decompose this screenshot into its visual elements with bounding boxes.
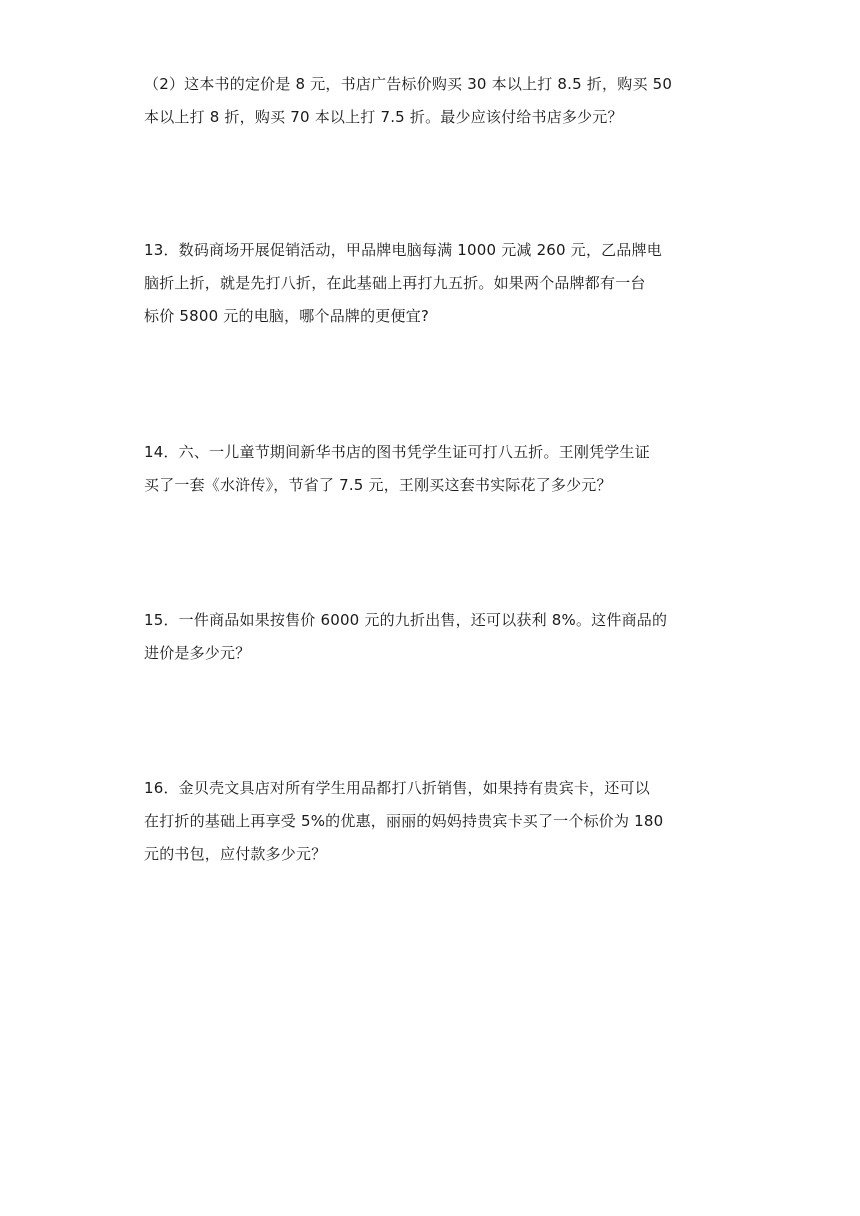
problem-text-line: 13．数码商场开展促销活动，甲品牌电脑每满 1000 元减 260 元，乙品牌电	[144, 241, 662, 259]
problem-16	[144, 772, 724, 871]
problem-text-line: 元的书包，应付款多少元？	[144, 845, 327, 863]
problem-text-line: 16．金贝壳文具店对所有学生用品都打八折销售，如果持有贵宾卡，还可以	[144, 779, 650, 797]
problem-text-line: 进价是多少元？	[144, 644, 251, 662]
problem-text-line: 买了一套《水浒传》，节省了 7.5 元，王刚买这套书实际花了多少元？	[144, 476, 612, 494]
problem-text-line: （2）这本书的定价是 8 元，书店广告标价购买 30 本以上打 8.5 折，购买 50	[144, 75, 673, 93]
problem-12-part-2	[144, 68, 724, 134]
problem-14	[144, 436, 724, 502]
problem-15	[144, 604, 724, 670]
problem-13	[144, 234, 724, 333]
problem-text-line: 脑折上折，就是先打八折，在此基础上再打九五折。如果两个品牌都有一台	[144, 274, 646, 292]
problem-text-line: 15．一件商品如果按售价 6000 元的九折出售，还可以获利 8%。这件商品的	[144, 611, 668, 629]
problem-text-line: 本以上打 8 折，购买 70 本以上打 7.5 折。最少应该付给书店多少元？	[144, 108, 623, 126]
problem-text-line: 在打折的基础上再享受 5%的优惠，丽丽的妈妈持贵宾卡买了一个标价为 180	[144, 812, 664, 830]
problem-text-line: 标价 5800 元的电脑，哪个品牌的更便宜?	[144, 307, 430, 325]
problem-text-line: 14．六、一儿童节期间新华书店的图书凭学生证可打八五折。王刚凭学生证	[144, 443, 650, 461]
